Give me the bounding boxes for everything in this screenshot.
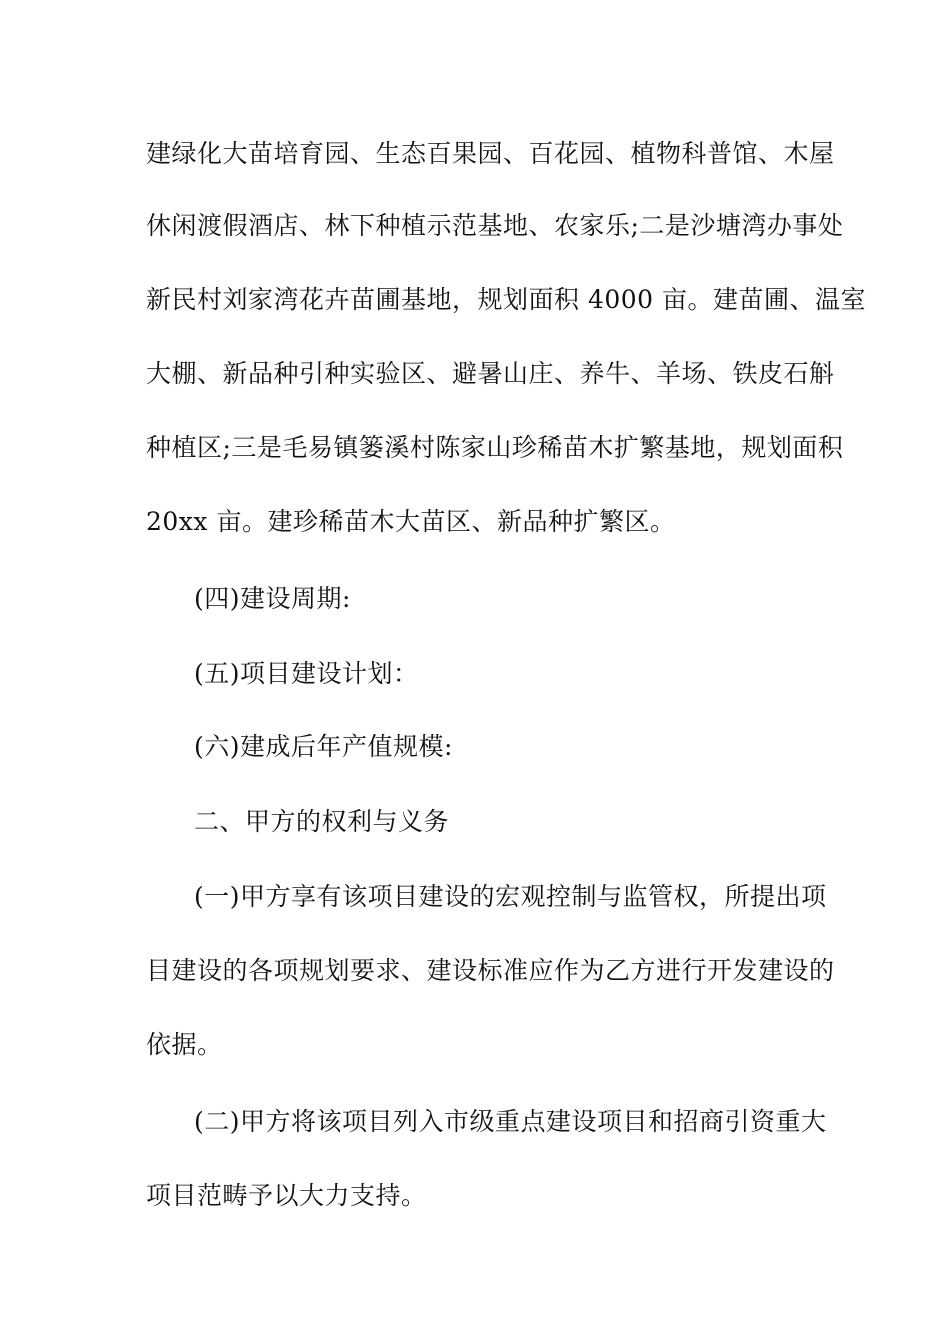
text-line: 大棚、新品种引种实验区、避暑山庄、养牛、羊场、铁皮石斛 — [146, 359, 835, 388]
text-line: 20xx 亩。建珍稀苗木大苗区、新品种扩繁区。 — [146, 507, 676, 536]
section-heading: (六)建成后年产值规模: — [194, 732, 453, 761]
text-line: (一)甲方享有该项目建设的宏观控制与监管权，所提出项 — [194, 882, 827, 911]
text-line: 种植区;三是毛易镇篓溪村陈家山珍稀苗木扩繁基地，规划面积 — [146, 433, 844, 462]
text-line: 新民村刘家湾花卉苗圃基地，规划面积 4000 亩。建苗圃、温室 — [146, 285, 867, 314]
chapter-heading: 二、甲方的权利与义务 — [194, 807, 450, 836]
section-heading: (五)项目建设计划： — [194, 659, 419, 688]
text-line: 项目范畴予以大力支持。 — [146, 1181, 427, 1210]
text-line: 建绿化大苗培育园、生态百果园、百花园、植物科普馆、木屋 — [146, 139, 835, 168]
text-line: 休闲渡假酒店、林下种植示范基地、农家乐;二是沙塘湾办事处 — [146, 211, 844, 240]
text-line: 目建设的各项规划要求、建设标准应作为乙方进行开发建设的 — [146, 956, 835, 985]
text-line: (二)甲方将该项目列入市级重点建设项目和招商引资重大 — [194, 1107, 827, 1136]
section-heading: (四)建设周期: — [194, 584, 351, 613]
text-line: 依据。 — [146, 1030, 223, 1059]
